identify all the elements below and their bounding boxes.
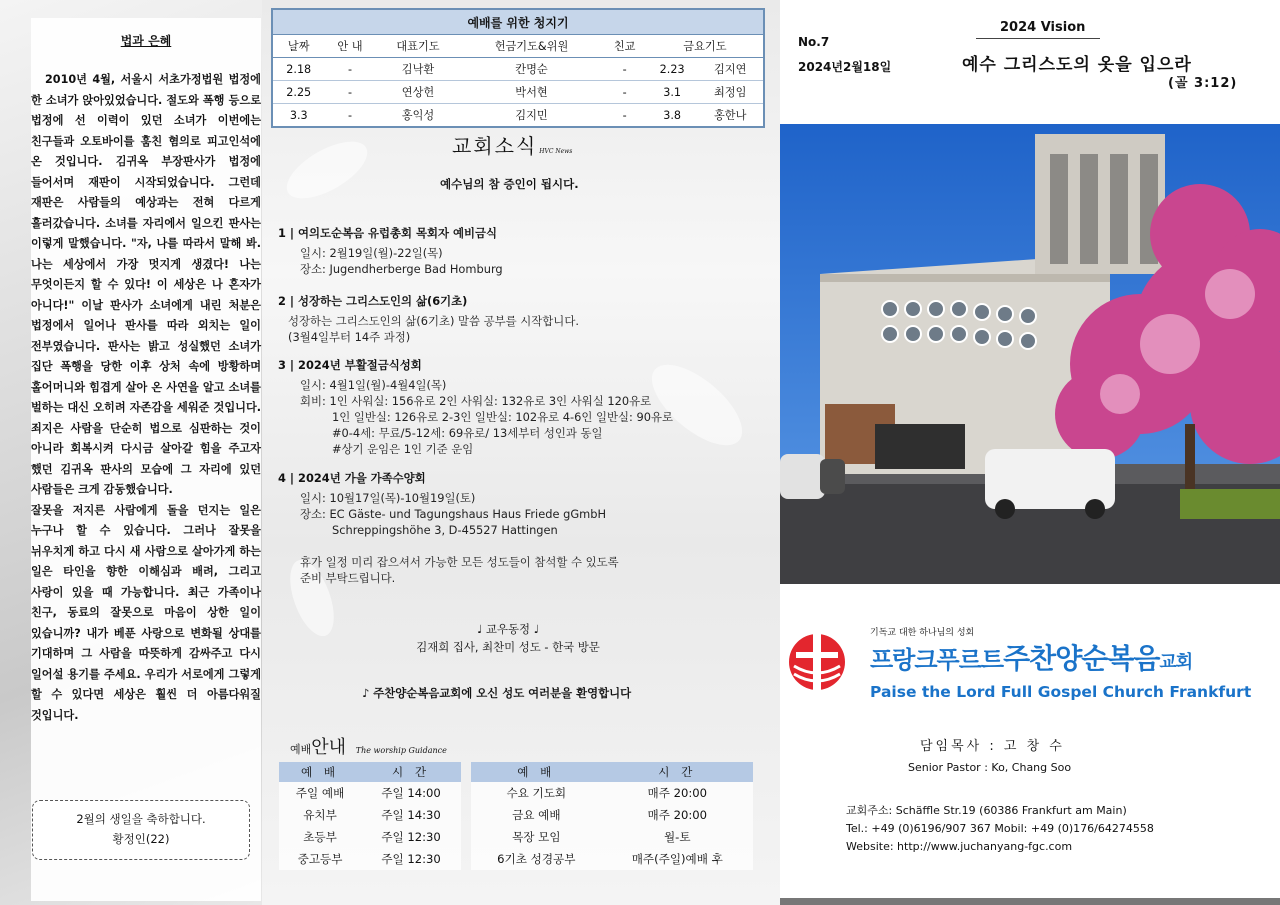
pastor-name-ko: 담임목사 : 고 창 수 <box>920 739 1065 754</box>
table-cell: 초등부 <box>279 826 361 848</box>
news-item-line: Schreppingshöhe 3, D-45527 Hattingen <box>332 523 558 537</box>
news-item-4 <box>278 470 606 538</box>
worship-table <box>279 762 753 870</box>
church-affiliation: 기독교 대한 하나님의 성회 <box>870 628 975 638</box>
church-logo-icon <box>788 618 846 706</box>
table-cell: - <box>602 58 646 81</box>
table-cell: 3.8 <box>647 104 698 128</box>
table-cell: 주일 12:30 <box>361 826 461 848</box>
news-item-title: 1 | 여의도순복음 유럽총회 목회자 예비금식 <box>278 226 497 240</box>
table-gap <box>461 848 471 870</box>
steward-header: 금요기도 <box>647 35 764 58</box>
worship-header: 시 간 <box>602 762 753 782</box>
news-item-title: 3 | 2024년 부활절금식성회 <box>278 358 422 372</box>
welcome-message: ♪ 주찬양순복음교회에 오신 성도 여러분을 환영합니다 <box>362 686 632 700</box>
church-website[interactable]: Website: http://www.juchanyang-fgc.com <box>846 840 1073 853</box>
member-news-title: ♩ 교우동정 ♩ <box>476 622 539 636</box>
table-row <box>272 81 764 104</box>
news-item-line: 일시: 4월1일(월)-4월4일(목) <box>300 378 447 392</box>
news-item-line: 회비: 1인 사워실: 156유로 2인 사워실: 132유로 3인 사워실 120유로 <box>300 394 652 408</box>
table-cell: 금요 예배 <box>471 804 601 826</box>
news-item-line: 일시: 2월19일(월)-22일(목) <box>300 246 443 260</box>
table-cell: 주일 14:00 <box>361 782 461 804</box>
worship-header: 예 배 <box>471 762 601 782</box>
table-cell: - <box>602 81 646 104</box>
news-heading <box>452 130 572 159</box>
table-cell: 매주(주일)예배 후 <box>602 848 753 870</box>
table-row <box>279 804 753 826</box>
church-photo <box>780 124 1280 584</box>
table-cell: 홍익성 <box>376 104 461 128</box>
issue-date: 2024년2월18일 <box>798 60 892 74</box>
news-title: 교회소식 <box>452 134 538 158</box>
church-building-illustration <box>780 124 1280 584</box>
news-item-line: 일시: 10월17일(목)-10월19일(토) <box>300 491 476 505</box>
news-item-title: 2 | 성장하는 그리스도인의 삶(6기초) <box>278 294 468 308</box>
news-note-line: 준비 부탁드립니다. <box>300 571 396 585</box>
table-cell: 3.1 <box>647 81 698 104</box>
news-item-1 <box>278 225 503 277</box>
birthday-name: 황정인(22) <box>112 832 170 846</box>
essay-body <box>31 70 261 726</box>
table-row <box>279 782 753 804</box>
table-cell: 박서현 <box>460 81 602 104</box>
church-name-suffix: 교회 <box>1159 652 1193 673</box>
worship-title-en: The worship Guidance <box>355 746 447 755</box>
steward-header: 안 내 <box>324 35 375 58</box>
middle-column <box>262 0 780 905</box>
news-item-line: #상기 운임은 1인 기준 운임 <box>332 442 474 456</box>
table-gap <box>461 762 471 782</box>
steward-header: 헌금기도&위원 <box>460 35 602 58</box>
flower-petal-decoration <box>278 130 376 210</box>
left-column <box>0 0 262 905</box>
church-name-city: 프랑크푸르트 <box>870 646 1004 674</box>
news-item-line: #0-4세: 무료/5-12세: 69유로/ 13세부터 성인과 동일 <box>332 426 603 440</box>
worship-header: 시 간 <box>361 762 461 782</box>
table-cell: 김낙환 <box>376 58 461 81</box>
news-title-en: HVC News <box>539 148 573 155</box>
worship-title-large: 안내 <box>311 737 347 758</box>
table-cell: 2.25 <box>272 81 324 104</box>
news-note-line: 휴가 일정 미리 잡으셔서 가능한 모든 성도들이 참석할 수 있도록 <box>300 555 619 569</box>
table-cell: 주일 예배 <box>279 782 361 804</box>
table-cell: 2.23 <box>647 58 698 81</box>
news-note <box>278 554 619 586</box>
bible-verse: (골 3:12) <box>1168 76 1238 91</box>
contact-block <box>846 802 1154 856</box>
essay-paragraph-1: 2010년 4월, 서울시 서초가정법원 법정에 한 소녀가 앉아있었습니다. 절도와 폭행 등으로 법정에 선 이력이 있던 소녀가 이번에는 친구들과 오토바이를 훔친 혐의로 피고인석에 온 것입니다. 김귀옥 부장판사가 법정에 들어서며 재판이 시작되었습니다. 그런데 재판은 사람들의 예상과는 전혀 다르게 흘러갔습니다. 소녀를 자리에서 일으킨 판사는 이렇게 말했습니다. "자, 나를 따라서 말해 봐. 나는 세상에서 가장 멋지게 생겼다! 나는 무엇이든지 할 수 있다! 이 세상은 나 혼자가 아니다!" 이날 판사가 소녀에게 내린 처분은 법정에서 일어나 판사를 따라 외치는 일이 전부였습니다. 판사는 밝고 성실했던 소녀가 집단 폭행을 당한 이후 상처 속에 방황하며 홀어머니와 힘겹게 살아 온 사연을 알고 소녀를 벌하는 대신 오히려 자존감을 세워준 것입니다. 죄지은 사람을 단순히 법으로 심판하는 것이 아니라 회복시켜 다시금 살아갈 힘을 주고자 했던 김귀옥 판사의 모습에 그 자리에 있던 사람들은 크게 감동했습니다. <box>31 73 261 496</box>
issue-info <box>798 30 891 80</box>
table-gap <box>461 804 471 826</box>
table-row <box>279 826 753 848</box>
table-cell: - <box>324 104 375 128</box>
table-cell: - <box>324 58 375 81</box>
table-cell: 매주 20:00 <box>602 782 753 804</box>
church-phone: Tel.: +49 (0)6196/907 367 Mobil: +49 (0)176/64274558 <box>846 822 1154 835</box>
table-cell: 연상헌 <box>376 81 461 104</box>
table-cell: - <box>602 104 646 128</box>
news-item-line: (3월4일부터 14주 과정) <box>288 330 411 344</box>
issue-number: No.7 <box>798 35 830 49</box>
steward-table <box>271 8 765 128</box>
member-news <box>384 620 632 656</box>
table-row <box>272 104 764 128</box>
table-cell: 유치부 <box>279 804 361 826</box>
table-cell: 최정임 <box>697 81 764 104</box>
news-item-3 <box>278 357 673 457</box>
table-cell: 6기초 성경공부 <box>471 848 601 870</box>
news-item-line: 성장하는 그리스도인의 삶(6기초) 말씀 공부를 시작합니다. <box>288 314 579 328</box>
table-cell: 2.18 <box>272 58 324 81</box>
news-item-line: 장소: EC Gäste- und Tagungshaus Haus Friede gGmbH <box>300 507 607 521</box>
pastor-name-en: Senior Pastor : Ko, Chang Soo <box>908 761 1072 774</box>
vision-motto: 예수 그리스도의 옷을 입으라 <box>962 55 1192 75</box>
table-cell: 3.3 <box>272 104 324 128</box>
church-name-ko <box>870 637 1192 677</box>
table-cell: - <box>324 81 375 104</box>
steward-table-caption: 예배를 위한 청지기 <box>272 9 764 35</box>
church-name-main: 주찬양순복음 <box>1003 642 1160 675</box>
table-row <box>279 848 753 870</box>
table-cell: 주일 12:30 <box>361 848 461 870</box>
worship-heading <box>290 733 447 759</box>
right-column <box>780 0 1280 905</box>
table-cell: 매주 20:00 <box>602 804 753 826</box>
essay-paragraph-2: 잘못을 저지른 사람에게 돌을 던지는 일은 누구나 할 수 있습니다. 그러나 잘못을 뉘우치게 하고 다시 새 사람으로 살아가게 하는 일은 타인을 향한 이해심과 배려, 그리고 사랑이 있을 때 가능합니다. 최근 가족이나 친구, 동료의 잘못으로 마음이 상한 일이 있습니까? 내가 베푼 사랑으로 변화될 상대를 기대하며 그 사람을 따뜻하게 감싸주고 다시 일어설 용기를 주세요. 우리가 서로에게 그렇게 할 수 있다면 세상은 훨씬 더 아름다워질 것입니다. <box>31 503 261 722</box>
table-cell: 김지연 <box>697 58 764 81</box>
table-row <box>272 58 764 81</box>
news-item-2 <box>278 293 579 345</box>
birthday-title: 2월의 생일을 축하합니다. <box>76 812 206 826</box>
news-item-line: 장소: Jugendherberge Bad Homburg <box>300 262 503 276</box>
vision-label: 2024 Vision <box>1000 20 1086 35</box>
news-item-line: 1인 일반실: 126유로 2-3인 일반실: 102유로 4-6인 일반실: 90유로 <box>332 410 673 424</box>
steward-header: 친교 <box>602 35 646 58</box>
church-name-en: Paise the Lord Full Gospel Church Frankfurt <box>870 683 1252 701</box>
news-item-title: 4 | 2024년 가을 가족수양회 <box>278 471 426 485</box>
steward-header: 대표기도 <box>376 35 461 58</box>
table-gap <box>461 782 471 804</box>
church-address: 교회주소: Schäffle Str.19 (60386 Frankfurt am Main) <box>846 804 1127 817</box>
table-gap <box>461 826 471 848</box>
table-cell: 김지민 <box>460 104 602 128</box>
table-cell: 월-토 <box>602 826 753 848</box>
member-news-text: 김재희 집사, 최찬미 성도 - 한국 방문 <box>416 640 600 654</box>
birthday-box <box>32 800 250 860</box>
table-cell: 주일 14:30 <box>361 804 461 826</box>
news-subtitle: 예수님의 참 증인이 됩시다. <box>440 177 579 191</box>
steward-header: 날짜 <box>272 35 324 58</box>
essay-title: 법과 은혜 <box>120 34 172 48</box>
table-cell: 목장 모임 <box>471 826 601 848</box>
table-cell: 홍한나 <box>697 104 764 128</box>
worship-header: 예 배 <box>279 762 361 782</box>
table-cell: 수요 기도회 <box>471 782 601 804</box>
vision-underline <box>976 38 1100 39</box>
worship-title-small: 예배 <box>290 743 312 756</box>
table-cell: 칸명순 <box>460 58 602 81</box>
table-cell: 중고등부 <box>279 848 361 870</box>
bottom-strip <box>780 898 1280 905</box>
